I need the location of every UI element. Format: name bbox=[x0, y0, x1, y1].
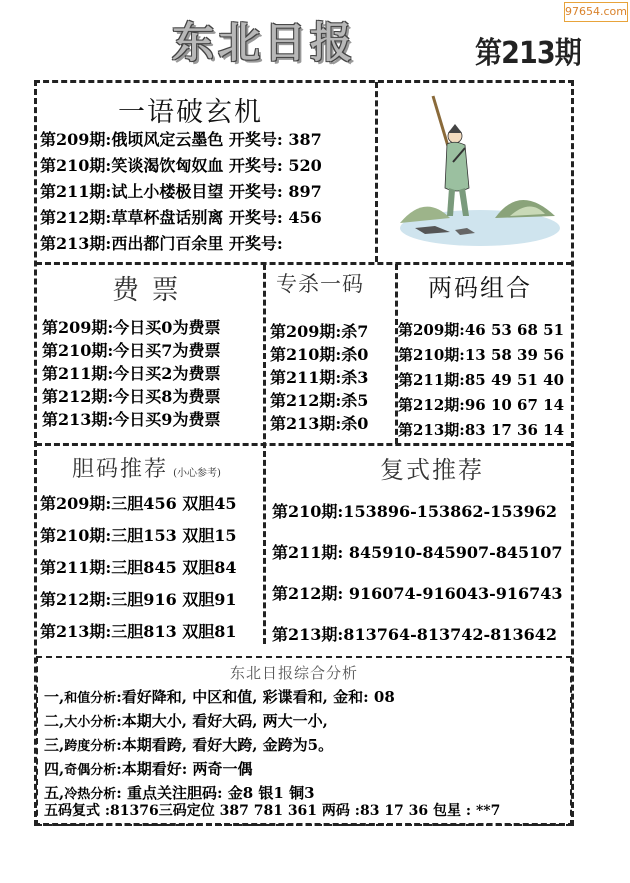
liangma-row: 第212期:96 10 67 14 bbox=[398, 396, 565, 414]
analysis-list bbox=[44, 686, 395, 806]
fushi-title: 复式推荐 bbox=[380, 456, 484, 484]
liangma-row: 第213期:83 17 36 14 bbox=[398, 421, 565, 439]
yiyu-list bbox=[40, 130, 322, 254]
yiyu-row: 第213期:西出都门百余里 开奖号: bbox=[40, 234, 283, 253]
zhuansha-list bbox=[270, 322, 368, 434]
analysis-row: 一,和值分析:看好降和, 中区和值, 彩谍看和, 金和: 08 bbox=[44, 688, 395, 706]
analysis-row: 五,冷热分析: 重点关注胆码: 金8 银1 铜3 bbox=[44, 784, 315, 802]
fushi-list bbox=[272, 502, 563, 645]
issue-number: 第213期 bbox=[475, 36, 581, 71]
feipiao-title: 费 票 bbox=[112, 275, 181, 306]
fushi-row: 第211期: 845910-845907-845107 bbox=[272, 543, 563, 562]
site-watermark: 97654.com bbox=[564, 2, 628, 22]
yiyu-title: 一语破玄机 bbox=[118, 97, 263, 128]
zhuansha-row: 第213期:杀0 bbox=[270, 414, 369, 433]
zhuansha-row: 第212期:杀5 bbox=[270, 391, 369, 410]
yiyu-row: 第212期:草草杯盘话别离 开奖号: 456 bbox=[40, 208, 322, 227]
danma-row: 第212期:三胆916 双胆91 bbox=[40, 590, 237, 609]
feipiao-row: 第213期:今日买9为费票 bbox=[42, 410, 221, 429]
liangma-row: 第211期:85 49 51 40 bbox=[398, 371, 565, 389]
danma-title: 胆码推荐 bbox=[72, 457, 169, 482]
fushi-row: 第212期: 916074-916043-916743 bbox=[272, 584, 563, 603]
danma-row: 第213期:三胆813 双胆81 bbox=[40, 622, 237, 641]
yiyu-row: 第211期:试上小楼极目望 开奖号: 897 bbox=[40, 182, 322, 201]
danma-row: 第210期:三胆153 双胆15 bbox=[40, 526, 237, 545]
liangma-title: 两码组合 bbox=[428, 274, 532, 302]
divider-1 bbox=[36, 262, 572, 265]
zhuansha-row: 第211期:杀3 bbox=[270, 368, 369, 387]
feipiao-row: 第212期:今日买8为费票 bbox=[42, 387, 221, 406]
fushi-row: 第213期:813764-813742-813642 bbox=[272, 625, 557, 644]
danma-row: 第211期:三胆845 双胆84 bbox=[40, 558, 237, 577]
analysis-row: 二,大小分析:本期大小, 看好大码, 两大一小, bbox=[44, 712, 328, 730]
divider-v-mid1 bbox=[263, 264, 266, 644]
danma-row: 第209期:三胆456 双胆45 bbox=[40, 494, 237, 513]
analysis-footer: 五码复式 :81376三码定位 387 781 361 两码 :83 17 36 包星 : **7 bbox=[44, 803, 501, 819]
fushi-row: 第210期:153896-153862-153962 bbox=[272, 502, 557, 521]
divider-2 bbox=[36, 443, 572, 446]
feipiao-row: 第211期:今日买2为费票 bbox=[42, 364, 221, 383]
analysis-title: 东北日报综合分析 bbox=[230, 664, 359, 682]
zhuansha-row: 第210期:杀0 bbox=[270, 345, 369, 364]
yiyu-row: 第210期:笑谈渴饮匈奴血 开奖号: 520 bbox=[40, 156, 322, 175]
zhuansha-row: 第209期:杀7 bbox=[270, 322, 369, 341]
danma-note: (小心参考) bbox=[173, 468, 221, 479]
feipiao-row: 第209期:今日买0为费票 bbox=[42, 318, 221, 337]
analysis-row: 四,奇偶分析:本期看好: 两奇一偶 bbox=[44, 760, 253, 778]
danma-list bbox=[40, 494, 237, 642]
liangma-list bbox=[398, 320, 564, 440]
danma-heading bbox=[72, 452, 221, 483]
fisherman-illustration bbox=[395, 88, 565, 253]
analysis-row: 三,跨度分析:本期看跨, 看好大跨, 金跨为5。 bbox=[44, 736, 334, 754]
divider-v-top bbox=[375, 82, 378, 262]
yiyu-row: 第209期:俄顷风定云墨色 开奖号: 387 bbox=[40, 130, 322, 149]
feipiao-list bbox=[42, 318, 220, 430]
zhuansha-title: 专杀一码 bbox=[276, 272, 364, 296]
feipiao-row: 第210期:今日买7为费票 bbox=[42, 341, 221, 360]
liangma-row: 第209期:46 53 68 51 bbox=[398, 321, 565, 339]
newspaper-masthead: 东北日报 bbox=[172, 18, 357, 67]
liangma-row: 第210期:13 58 39 56 bbox=[398, 346, 565, 364]
